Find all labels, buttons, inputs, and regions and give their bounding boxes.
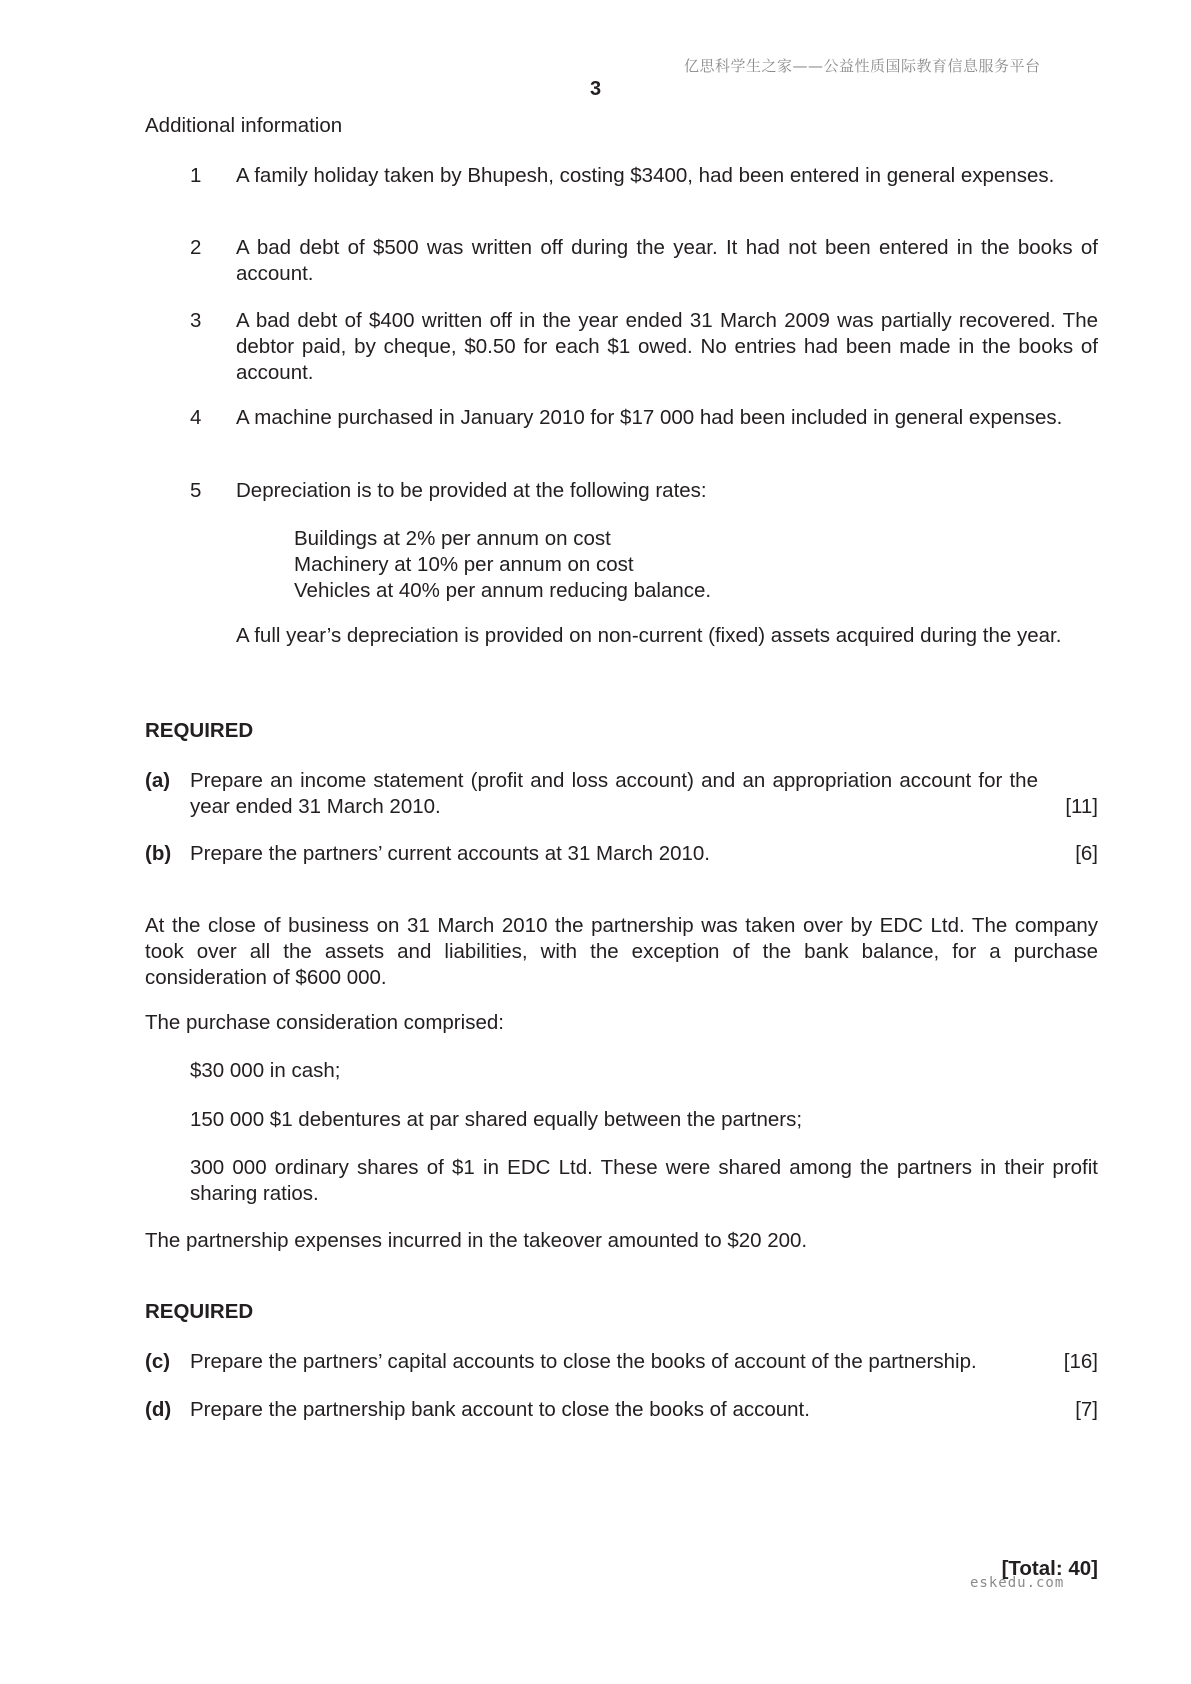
info-item-number: 2 xyxy=(190,236,202,259)
question-d xyxy=(145,1397,1098,1423)
header-watermark: 亿思科学生之家——公益性质国际教育信息服务平台 xyxy=(684,57,1041,75)
info-item-2 xyxy=(145,235,1098,287)
consideration-heading: The purchase consideration comprised: xyxy=(145,1011,504,1034)
info-item-text: A bad debt of $400 written off in the year ended 31 March 2009 was partially recovered. The debtor paid, by cheque, $0.50 for each $1 owed. No entries had been made in the books of account. xyxy=(236,309,1098,384)
question-label: (d) xyxy=(145,1398,172,1421)
info-item-text: A machine purchased in January 2010 for $17 000 had been included in general expenses. xyxy=(236,406,1063,429)
question-label: (a) xyxy=(145,769,171,792)
rate-vehicles: Vehicles at 40% per annum reducing balance. xyxy=(294,579,712,602)
depreciation-note xyxy=(145,623,1098,649)
question-c xyxy=(145,1349,1098,1375)
consideration-debentures: 150 000 $1 debentures at par shared equally between the partners; xyxy=(190,1108,803,1131)
takeover-expenses: The partnership expenses incurred in the takeover amounted to $20 200. xyxy=(145,1229,808,1252)
consideration-cash: $30 000 in cash; xyxy=(190,1059,341,1082)
question-marks: [7] xyxy=(1075,1398,1098,1421)
depreciation-note-text: A full year’s depreciation is provided on non-current (fixed) assets acquired during the year. xyxy=(236,624,1062,647)
additional-information-heading: Additional information xyxy=(145,114,343,137)
question-label: (b) xyxy=(145,842,172,865)
info-item-text: Depreciation is to be provided at the following rates: xyxy=(236,479,707,502)
question-label: (c) xyxy=(145,1350,171,1373)
info-item-text: A family holiday taken by Bhupesh, costing $3400, had been entered in general expenses. xyxy=(236,164,1055,187)
info-item-1 xyxy=(145,163,1098,189)
info-item-3 xyxy=(145,308,1098,386)
footer-watermark: eskedu.com xyxy=(970,1575,1065,1591)
page-number: 3 xyxy=(589,78,602,100)
info-item-text: A bad debt of $500 was written off during the year. It had not been entered in the books of account. xyxy=(236,236,1098,285)
question-text: Prepare an income statement (profit and loss account) and an appropriation account for the year ended 31 March 2010. xyxy=(190,769,1038,818)
info-item-number: 3 xyxy=(190,309,202,332)
question-marks: [16] xyxy=(1063,1350,1098,1373)
question-text: Prepare the partnership bank account to close the books of account. xyxy=(190,1398,810,1421)
question-a xyxy=(145,768,1098,820)
question-marks: [11] xyxy=(1065,795,1098,818)
consideration-shares: 300 000 ordinary shares of $1 in EDC Ltd. These were shared among the partners in their profit sharing ratios. xyxy=(190,1156,1098,1205)
info-item-4 xyxy=(145,405,1098,431)
info-item-5 xyxy=(145,478,1098,504)
total-marks: [Total: 40] xyxy=(1001,1557,1098,1580)
depreciation-rates xyxy=(294,526,711,604)
question-text: Prepare the partners’ capital accounts to close the books of account of the partnership. xyxy=(190,1350,977,1373)
question-text: Prepare the partners’ current accounts at 31 March 2010. xyxy=(190,842,710,865)
info-item-number: 4 xyxy=(190,406,202,429)
info-item-number: 1 xyxy=(190,164,202,187)
required-heading-1: REQUIRED xyxy=(145,719,254,742)
rate-buildings: Buildings at 2% per annum on cost xyxy=(294,527,611,550)
question-marks: [6] xyxy=(1075,842,1098,865)
question-b xyxy=(145,841,1098,867)
info-item-number: 5 xyxy=(190,479,202,502)
required-heading-2: REQUIRED xyxy=(145,1300,254,1323)
takeover-intro: At the close of business on 31 March 2010 the partnership was taken over by EDC Ltd. The company took over all the assets and liabilities, with the exception of the bank balance, for a purchase consideration of $600 000. xyxy=(145,914,1098,989)
rate-machinery: Machinery at 10% per annum on cost xyxy=(294,553,634,576)
